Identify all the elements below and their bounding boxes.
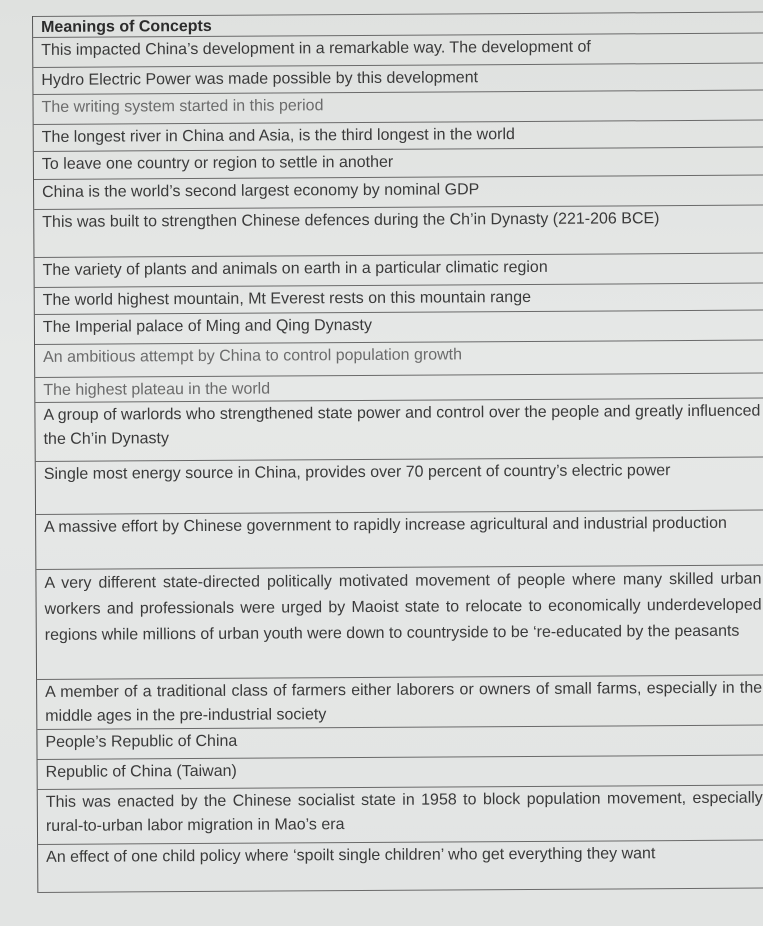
table-row: A member of a traditional class of farmers either laborers or owners of small farms, especially in the middle ages in the pre-industrial society <box>37 676 763 730</box>
table-row: China is the world’s second largest economy by nominal GDP <box>34 176 763 210</box>
table-row: Hydro Electric Power was made possible by this development <box>33 64 763 95</box>
table-row: A group of warlords who strengthened state power and control over the people and greatly influenced the Ch’in Dynasty <box>35 399 763 462</box>
table-header: Meanings of Concepts <box>33 12 763 38</box>
table-row: The highest plateau in the world <box>35 374 763 403</box>
table-row: An effect of one child policy where ‘spoilt single children’ who get everything they want <box>38 841 763 893</box>
table-row: A massive effort by Chinese government to rapidly increase agricultural and industrial production <box>36 511 763 570</box>
table-row: Republic of China (Taiwan) <box>38 756 763 790</box>
table-row: The variety of plants and animals on earth in a particular climatic region <box>34 254 763 288</box>
table-row: The Imperial palace of Ming and Qing Dynasty <box>35 311 763 345</box>
table-row: This was enacted by the Chinese socialist state in 1958 to block population movement, especially rural-to-urban labor migration in Mao’s era <box>38 786 763 845</box>
table-row: To leave one country or region to settle in another <box>34 148 763 180</box>
table-row: Single most energy source in China, provides over 70 percent of country’s electric power <box>36 458 763 515</box>
table-row: The world highest mountain, Mt Everest rests on this mountain range <box>35 284 763 315</box>
table-row: An ambitious attempt by China to control population growth <box>35 341 763 378</box>
table-row: The writing system started in this period <box>33 91 763 125</box>
table-row: This impacted China’s development in a remarkable way. The development of <box>33 34 763 68</box>
table-row: This was built to strengthen Chinese defences during the Ch’in Dynasty (221-206 BCE) <box>34 206 763 258</box>
concepts-table <box>32 12 763 893</box>
table-row: The longest river in China and Asia, is the third longest in the world <box>34 121 763 152</box>
table-row: People’s Republic of China <box>37 726 763 760</box>
table-row: A very different state-directed politically motivated movement of people where many skilled urban workers and professionals were urged by Maoist state to relocate to economically underdeveloped regions while millions of urban youth were down to countryside to be ‘re-educated by the peasants <box>36 566 763 680</box>
